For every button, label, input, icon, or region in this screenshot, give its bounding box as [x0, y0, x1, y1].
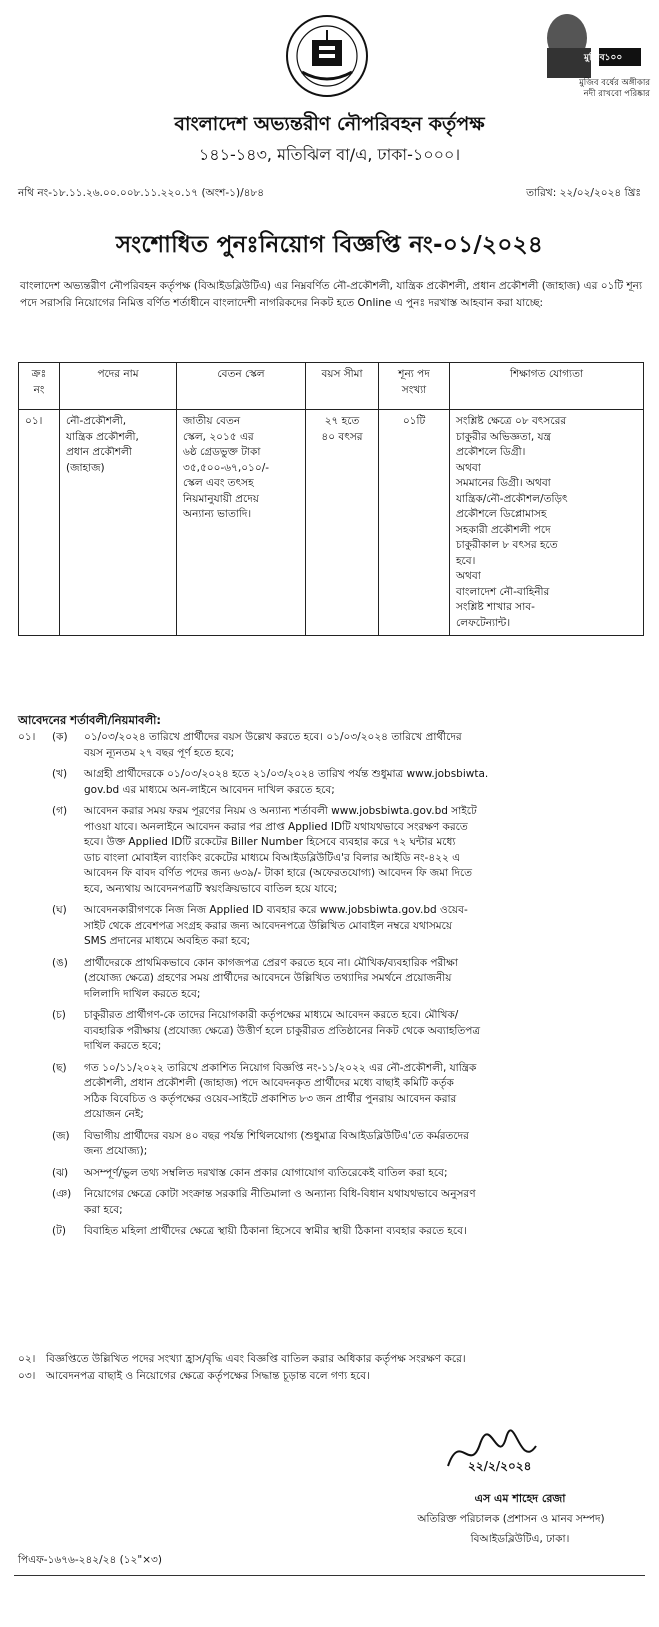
- scale-line: জাতীয় বেতন: [183, 415, 241, 427]
- condition-letter: (ছ): [52, 1061, 67, 1074]
- condition-text: [84, 1187, 640, 1218]
- age-line: ৪০ বৎসর: [321, 430, 363, 443]
- condition-line: পাওয়া যাবে। অনলাইনে আবেদন করার পর প্রাপ্ত Applied IDটি যথাযথভাবে সংরক্ষণ করতে: [84, 820, 468, 833]
- biwta-logo: [272, 10, 382, 102]
- qual-line: সহকারী প্রকৌশলী পদে: [456, 523, 551, 536]
- post-line: নৌ-প্রকৌশলী,: [66, 415, 127, 427]
- condition-line: ০১/০৩/২০২৪ তারিখে প্রার্থীদের বয়স উল্লেখ করতে হবে। ০১/০৩/২০২৪ তারিখে প্রার্থীদের: [84, 731, 462, 743]
- age-line: ২৭ হতে: [324, 415, 360, 427]
- condition-line: চাকুরীরত প্রার্থীগণ-কে তাদের নিয়োগকারী কর্তৃপক্ষের মাধ্যমে আবেদন করতে হবে। মৌখিক/: [84, 1009, 459, 1021]
- condition-line: SMS প্রদানের মাধ্যমে অবহিত করা হবে;: [84, 935, 251, 947]
- scale-line: ৩৫,৫০০-৬৭,০১০/-: [183, 461, 270, 474]
- header-qualification: শিক্ষাগত যোগ্যতা: [450, 363, 644, 410]
- condition-letter: (গ): [52, 805, 68, 817]
- general-note-number: ০২।: [18, 1353, 36, 1365]
- table-header-row: [19, 363, 644, 410]
- condition-line: আগ্রহী প্রার্থীদেরকে ০১/০৩/২০২৪ হতে ২১/০৩/২০২৪ তারিখ পর্যন্ত শুধুমাত্র www.jobsbiwta.: [84, 768, 489, 780]
- condition-item: [18, 1008, 644, 1055]
- header-post: পদের নাম: [60, 363, 177, 410]
- condition-item: [18, 1129, 644, 1160]
- intro-paragraph: বাংলাদেশ অভ্যন্তরীণ নৌপরিবহন কর্তৃপক্ষ (বিআইডব্লিউটিএ) এর নিম্নবর্ণিত নৌ-প্রকৌশলী, যান্ত্রিক প্রকৌশলী, প্রধান প্রকৌশলী (জাহাজ) এর ০১টি শূন্য পদে সরাসরি নিয়োগের নিমিত্ত বর্ণিত শর্তাধীনে বাংলাদেশী নাগরিকদের নিকট হতে Online এ পুনঃ দরখাস্ত আহবান করা যাচ্ছে:: [20, 280, 642, 309]
- condition-letter: (ক): [52, 731, 68, 743]
- condition-letter: (ঝ): [52, 1166, 69, 1179]
- qual-line: হবে।: [456, 554, 476, 567]
- condition-line: গত ১০/১১/২০২২ তারিখে প্রকাশিত নিয়োগ বিজ্ঞপ্তি নং-১১/২০২২ এর নৌ-প্রকৌশলী, যান্ত্রিক: [84, 1061, 477, 1074]
- post-line: (জাহাজ): [66, 461, 105, 474]
- condition-line: করা হবে;: [84, 1203, 123, 1216]
- qual-line: যান্ত্রিক/নৌ-প্রকৌশল/তড়িৎ: [456, 492, 568, 505]
- signatory-name: এস এম শাহেদ রেজা: [474, 1492, 566, 1505]
- condition-text: [84, 1224, 640, 1240]
- signatory-organization: বিআইডব্লিউটিএ, ঢাকা।: [470, 1533, 570, 1545]
- condition-line: ডাচ বাংলা মোবাইল ব্যাংকিং রকেটের মাধ্যমে বিআইডব্লিউটিএ'র বিলার আইডি নং-৪২২ এ: [84, 851, 461, 864]
- cell-age: [306, 410, 379, 636]
- signatory-designation: অতিরিক্ত পরিচালক (প্রশাসন ও মানব সম্পদ): [417, 1513, 605, 1525]
- qual-line: লেফটেন্যান্ট।: [456, 616, 511, 629]
- general-note-number: ০৩।: [18, 1370, 36, 1382]
- general-note-text: বিজ্ঞপ্তিতে উল্লিখিত পদের সংখ্যা হ্রাস/বৃদ্ধি এবং বিজ্ঞপ্তি বাতিল করার অধিকার কর্তৃপক্ষ সংরক্ষণ করে।: [46, 1353, 466, 1365]
- scale-line: ৬ষ্ঠ গ্রেডভুক্ত টাকা: [183, 446, 261, 458]
- condition-text: [84, 1061, 640, 1123]
- notice-headline: সংশোধিত পুনঃনিয়োগ বিজ্ঞপ্তি নং-০১/২০২৪: [115, 232, 544, 258]
- condition-letter: (ট): [52, 1225, 66, 1237]
- condition-line: আবেদনকারীগণকে নিজ নিজ Applied ID ব্যবহার করে www.jobsbiwta.gov.bd ওয়েব-: [84, 904, 468, 916]
- footer-code: পিএফ-১৬৭৬-২৪২/২৪ (১২"×৩): [18, 1554, 162, 1566]
- header-serial: ক্রঃ নং: [19, 363, 60, 410]
- condition-letter: (ঙ): [52, 956, 68, 969]
- condition-line: অসম্পূর্ণ/ভুল তথ্য সম্বলিত দরখাস্ত কোন প্রকার যোগাযোগ ব্যতিরেকেই বাতিল করা হবে;: [84, 1166, 448, 1179]
- condition-text: [84, 903, 640, 950]
- qual-line: চাকুরীকাল ৮ বৎসর হতে: [456, 539, 558, 551]
- condition-item: [18, 903, 644, 950]
- condition-line: ব্যবহারিক পরীক্ষায় (প্রযোজ্য ক্ষেত্রে) উত্তীর্ণ হলে চাকুরীরত প্রতিষ্ঠানের নিকট থেকে অব্যাহতিপত্র: [84, 1024, 481, 1037]
- condition-line: (প্রযোজ্য ক্ষেত্রে) গ্রহণের সময় প্রার্থীদের আবেদনে উল্লিখিত তথ্যাদির সমর্থনে প্রয়োজনীয়: [84, 972, 452, 984]
- condition-item: [18, 730, 644, 761]
- cell-qualification: [450, 410, 644, 636]
- qual-line: অথবা: [456, 461, 481, 474]
- condition-line: দলিলাদি দাখিল করতে হবে;: [84, 987, 201, 1000]
- condition-item: [18, 956, 644, 1003]
- post-line: প্রধান প্রকৌশলী: [66, 446, 132, 458]
- qual-line: প্রকৌশলে ডিপ্লোমাসহ: [456, 508, 547, 520]
- qual-line: বাংলাদেশ নৌ-বাহিনীর: [456, 585, 550, 598]
- condition-letter: (চ): [52, 1009, 66, 1021]
- condition-text: [84, 1129, 640, 1160]
- cell-vacancy: ০১টি: [379, 410, 450, 636]
- scale-line: নিয়মানুযায়ী প্রদেয়: [183, 492, 259, 505]
- qual-line: অথবা: [456, 570, 481, 582]
- org-name: বাংলাদেশ অভ্যন্তরীণ নৌপরিবহন কর্তৃপক্ষ: [174, 113, 485, 135]
- condition-line: সাইট থেকে প্রবেশপত্র সংগ্রহ করার জন্য আবেদনপত্রে উল্লিখিত মোবাইল নম্বরে যথাসময়ে: [84, 919, 453, 932]
- mujib-caption-line2: নদী রাখবো পরিষ্কার: [583, 89, 650, 99]
- cell-post: [60, 410, 177, 636]
- mujib-caption: [510, 78, 650, 100]
- condition-text: [84, 730, 640, 761]
- header-scale: বেতন স্কেল: [177, 363, 306, 410]
- condition-text: [84, 956, 640, 1003]
- condition-letter: (ঞ): [52, 1188, 72, 1200]
- qual-line: সমমানের ডিগ্রী। অথবা: [456, 477, 551, 489]
- vacancy-table: [18, 362, 644, 636]
- condition-line: প্রয়োজন নেই;: [84, 1108, 144, 1120]
- scale-line: স্কেল, ২০১৫ এর: [183, 430, 254, 443]
- condition-item: [18, 767, 644, 798]
- qual-line: সংশ্লিষ্ট শাখার সাব-: [456, 601, 535, 613]
- header-vacancy: শূন্য পদ সংখ্যা: [379, 363, 450, 410]
- org-address: ১৪১-১৪৩, মতিঝিল বা/এ, ঢাকা-১০০০।: [198, 145, 461, 164]
- header-age: বয়স সীমা: [306, 363, 379, 410]
- condition-line: gov.bd এর মাধ্যমে অন-লাইনে আবেদন দাখিল করতে হবে;: [84, 783, 335, 796]
- condition-line: হবে, অন্যথায় আবেদনপত্রটি স্বয়ংক্রিয়ভাবে বাতিল হয়ে যাবে;: [84, 882, 338, 895]
- condition-text: [84, 1008, 640, 1055]
- condition-line: আবেদন করার সময় ফরম পূরণের নিয়ম ও অন্যান্য শর্তাবলী www.jobsbiwta.gov.bd সাইটে: [84, 805, 477, 817]
- condition-line: হবে। উক্ত Applied IDটি রকেটের Biller Number হিসেবে ব্যবহার করে ৭২ ঘন্টার মধ্যে: [84, 836, 456, 848]
- condition-letter: (খ): [52, 768, 68, 780]
- table-row: [19, 410, 644, 636]
- condition-text: [84, 767, 640, 798]
- conditions-title: আবেদনের শর্তাবলী/নিয়মাবলী:: [18, 713, 162, 727]
- bottom-divider: [14, 1575, 645, 1576]
- condition-item: [18, 804, 644, 897]
- cell-serial: ০১।: [19, 410, 60, 636]
- condition-line: জন্য প্রযোজ্য);: [84, 1145, 148, 1157]
- condition-item: [18, 1166, 644, 1182]
- condition-line: বিবাহিত মহিলা প্রার্থীদের ক্ষেত্রে স্থায়ী ঠিকানা হিসেবে স্বামীর স্থায়ী ঠিকানা ব্যবহার করতে হবে।: [84, 1225, 467, 1237]
- memo-date: তারিখ: ২২/০২/২০২৪ খ্রিঃ: [526, 187, 641, 199]
- condition-text: [84, 804, 640, 897]
- condition-line: বিভাগীয় প্রার্থীদের বয়স ৪০ বছর পর্যন্ত শিথিলযোগ্য (শুধুমাত্র বিআইডব্লিউটিএ'তে কর্মরতদের: [84, 1129, 469, 1142]
- condition-number: ০১।: [18, 731, 36, 743]
- memo-reference: নথি নং-১৮.১১.২৬.০০.০০৮.১১.২২০.১৭ (অংশ-১)/৪৮৪: [18, 187, 265, 199]
- condition-letter: (জ): [52, 1129, 70, 1142]
- condition-item: [18, 1187, 644, 1218]
- condition-line: বয়স ন্যূনতম ২৭ বছর পূর্ণ হতে হবে;: [84, 746, 235, 759]
- condition-line: সঠিক বিবেচিত ও কর্তৃপক্ষের ওয়েব-সাইটে প্রকাশিত ৮৩ জন প্রার্থীর পুনরায় আবেদন করার: [84, 1092, 457, 1105]
- condition-line: প্রকৌশলী, প্রধান প্রকৌশলী (জাহাজ) পদে আবেদনকৃত প্রার্থীদের মধ্যে বাছাই কমিটি কর্তৃক: [84, 1077, 454, 1089]
- condition-item: [18, 1061, 644, 1123]
- condition-letter: (ঘ): [52, 904, 67, 916]
- signature-date: ২২/২/২০২৪: [468, 1459, 532, 1473]
- scale-line: স্কেল এবং তৎসহ: [183, 477, 254, 489]
- qual-line: চাকুরীর অভিজ্ঞতা, যন্ত্র: [456, 430, 551, 443]
- condition-line: প্রার্থীদেরকে প্রাথমিকভাবে কোন কাগজপত্র প্রেরণ করতে হবে না। মৌখিক/ব্যবহারিক পরীক্ষা: [84, 956, 458, 969]
- post-line: যান্ত্রিক প্রকৌশলী,: [66, 430, 139, 443]
- general-note-text: আবেদনপত্র বাছাই ও নিয়োগের ক্ষেত্রে কর্তৃপক্ষের সিদ্ধান্ত চূড়ান্ত বলে গণ্য হবে।: [46, 1370, 370, 1382]
- mujib-caption-line1: মুজিব বর্ষের অঙ্গীকার: [579, 78, 650, 88]
- qual-line: প্রকৌশলে ডিগ্রী।: [456, 446, 526, 458]
- condition-item: [18, 1224, 644, 1240]
- condition-text: [84, 1166, 640, 1182]
- scale-line: অন্যান্য ভাতাদি।: [183, 508, 252, 520]
- qual-line: সংশ্লিষ্ট ক্ষেত্রে ০৮ বৎসরের: [456, 415, 567, 427]
- condition-line: আবেদন ফি বাবদ বর্ণিত পদের জন্য ৬৩৯/- টাকা হারে (অফেরতযোগ্য) আবেদন ফি জমা দিতে: [84, 867, 473, 879]
- condition-line: দাখিল করতে হবে;: [84, 1040, 162, 1052]
- cell-scale: [177, 410, 306, 636]
- condition-line: নিয়োগের ক্ষেত্রে কোটা সংক্রান্ত সরকারি নীতিমালা ও অন্যান্য বিধি-বিধান যথাযথভাবে অনুসরণ: [84, 1188, 476, 1200]
- mujib-badge-text: মুজিব১০০: [584, 53, 623, 63]
